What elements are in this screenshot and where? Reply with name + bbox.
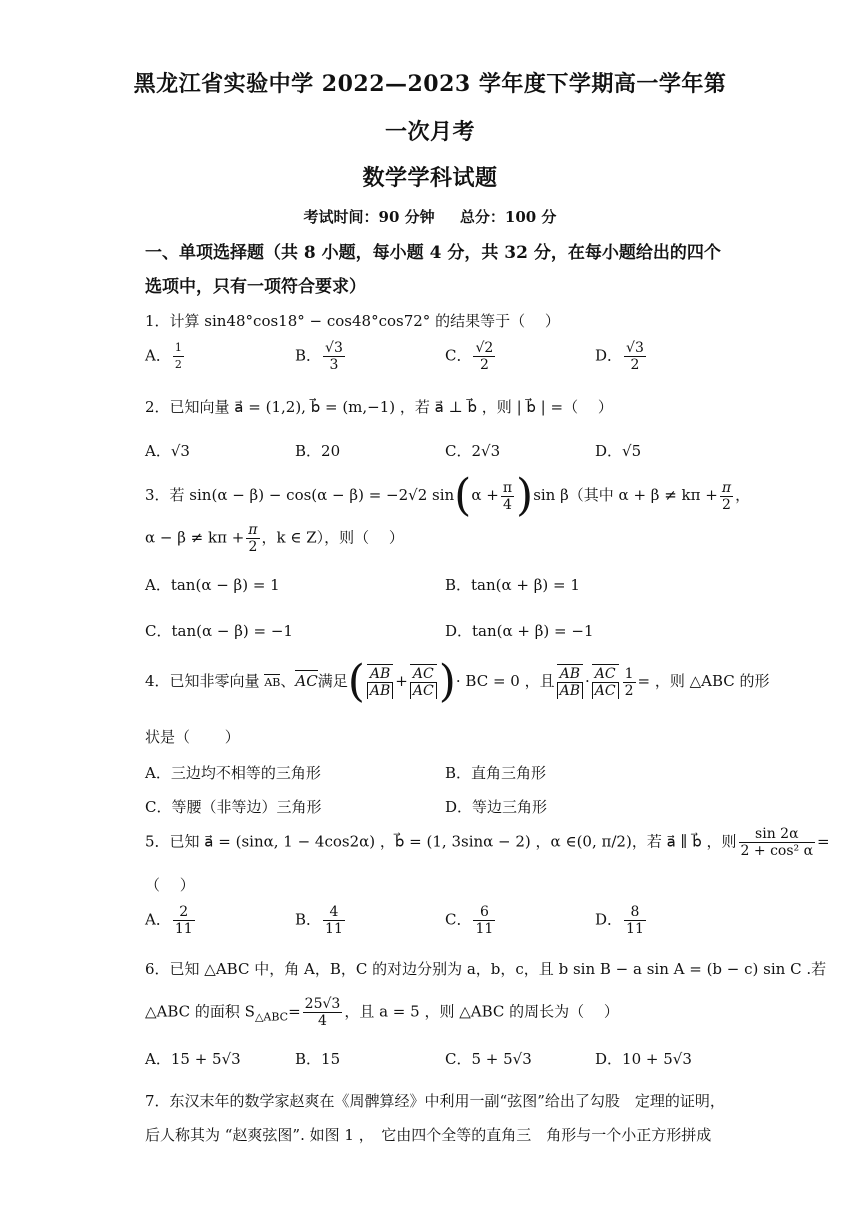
question-3-option-c: C．tan(α − β) = −1	[145, 622, 293, 640]
question-5-stem: 5．已知 a⃗ = (sinα, 1 − 4cos2α) ，b⃗ = (1, 3sinα − 2) ，α ∈(0, π/2)，若 a⃗ ∥ b⃗ ，则 $\frac{\sin 2\alpha}{\text{2 + cos² α}}$ =	[145, 826, 830, 859]
question-3-option-a: A．tan(α − β) = 1	[145, 576, 280, 594]
question-5-option-b: B． $\frac{4}{11}$	[295, 904, 343, 937]
question-2-option-d: D．√5	[595, 442, 642, 460]
question-1-option-a: A． $\frac{1}{2}$	[145, 341, 182, 371]
question-4-option-d: D．等边三角形	[445, 798, 548, 816]
subject-title: 数学学科试题	[362, 165, 498, 191]
section-heading-line1: 一、单项选择题（共 8 小题，每小题 4 分，共 32 分，在每小题给出的四个	[145, 243, 721, 263]
exam-title-line1: 黑龙江省实验中学 2022—2023 学年度下学期高一学年第	[133, 71, 727, 97]
question-2-option-a: A．√3	[145, 442, 190, 460]
question-6-option-a: A．15 + 5√3	[145, 1050, 241, 1068]
question-5-option-c: C． $\frac{6}{11}$	[445, 904, 494, 937]
question-7-stem-line1: 7．东汉末年的数学家赵爽在《周髀算经》中利用一副“弦图”给出了勾股 定理的证明，	[145, 1092, 725, 1110]
question-2-stem: 2．已知向量 a⃗ = (1,2), b⃗ = (m,−1) ，若 a⃗ ⊥ b⃗ ，则 | b⃗ | =（ ）	[145, 398, 613, 416]
question-6-stem: 6．已知 △ABC 中，角 A，B，C 的对边分别为 a，b，c，且 b sin B − a sin A = (b − c) sin C .若	[145, 960, 827, 978]
question-4-stem-line2: 状是（ ）	[145, 728, 240, 746]
question-1-stem: 1．计算 sin48°cos18° − cos48°cos72° 的结果等于（ ）	[145, 312, 560, 330]
question-1-option-b: B． $\frac{√3}{3}$	[295, 340, 343, 373]
section-heading-line2: 选项中，只有一项符合要求）	[145, 277, 366, 297]
total-score: 总分：100 分	[459, 208, 557, 226]
question-3-option-b: B．tan(α + β) = 1	[445, 576, 580, 594]
question-1-option-c: C． $\frac{√2}{2}$	[445, 340, 494, 373]
question-6-option-d: D．10 + 5√3	[595, 1050, 692, 1068]
question-7-stem-line2: 后人称其为 “赵爽弦图”. 如图 1 ， 它由四个全等的直角三 角形与一个小正方形拼成	[145, 1126, 712, 1144]
question-4-stem: 4．已知非零向量 AB、AC满足( $\frac{AB}{AB}$ + $\frac{AC}{AC}$ )· BC = 0 ，且 $\frac{AB}{AB}$ · $\frac{AC}{AC}$ $\frac{1}{2}$ = ，则 △ABC 的形	[145, 656, 770, 707]
question-2-option-c: C．2√3	[445, 442, 501, 460]
question-3-stem: 3．若 sin(α − β) − cos(α − β) = −2√2 sin(α + $\frac{\pi}{4}$ )sin β（其中 α + β ≠ kπ + $\frac{\pi}{2}$ ，	[145, 470, 751, 521]
question-4-option-a: A．三边均不相等的三角形	[145, 764, 321, 782]
question-4-option-b: B．直角三角形	[445, 764, 547, 782]
question-3-stem-line2: α − β ≠ kπ + $\frac{\pi}{2}$ ，k ∈ Z），则（ ）	[145, 522, 404, 555]
question-1-option-d: D． $\frac{√3}{2}$	[595, 340, 644, 373]
question-4-option-c: C．等腰（非等边）三角形	[145, 798, 322, 816]
question-2-option-b: B．20	[295, 442, 341, 460]
question-5-option-a: A． $\frac{2}{11}$	[145, 904, 193, 937]
exam-time: 考试时间：90 分钟	[303, 208, 435, 226]
question-6-option-c: C．5 + 5√3	[445, 1050, 532, 1068]
question-5-stem-line2: （ ）	[145, 876, 195, 894]
exam-title-line2: 一次月考	[384, 119, 475, 145]
exam-info	[0, 206, 860, 227]
question-5-option-d: D． $\frac{8}{11}$	[595, 904, 644, 937]
question-3-option-d: D．tan(α + β) = −1	[445, 622, 594, 640]
question-6-stem-line2: △ABC 的面积 $S_{\triangle ABC}=$ $\frac{25√3}{4}$ ，且 a = 5 ，则 △ABC 的周长为（ ）	[145, 996, 619, 1029]
question-6-option-b: B．15	[295, 1050, 341, 1068]
